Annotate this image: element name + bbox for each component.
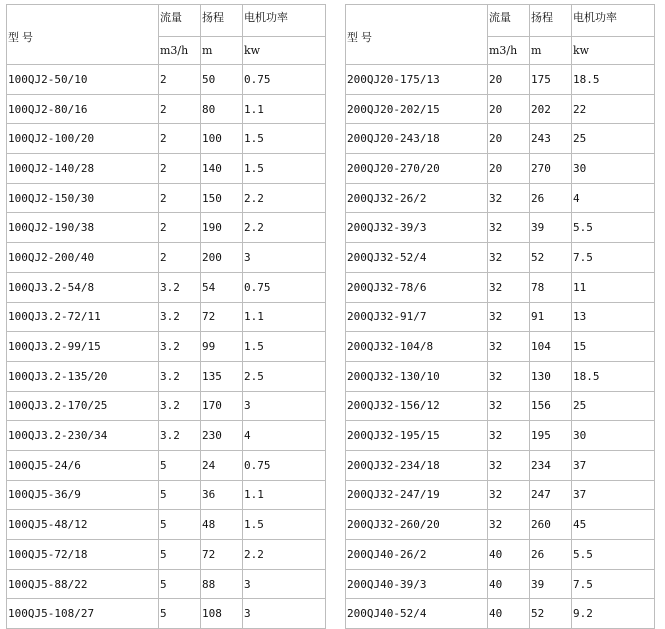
head-cell-left: 170 <box>201 391 243 421</box>
head-cell-left: 230 <box>201 421 243 451</box>
head-cell-right: 52 <box>530 599 572 629</box>
power-header-left: 电机功率 <box>243 5 326 37</box>
table-row <box>7 183 655 213</box>
power-unit-right: kw <box>572 37 655 65</box>
flow-cell-left: 2 <box>159 243 201 273</box>
flow-cell-right: 20 <box>488 65 530 95</box>
table-row <box>7 599 655 629</box>
flow-cell-right: 32 <box>488 450 530 480</box>
power-cell-left: 2.2 <box>243 540 326 570</box>
flow-cell-right: 32 <box>488 243 530 273</box>
head-cell-right: 234 <box>530 450 572 480</box>
head-cell-left: 72 <box>201 302 243 332</box>
flow-unit-left: m3/h <box>159 37 201 65</box>
head-cell-right: 52 <box>530 243 572 273</box>
model-cell-left: 100QJ5-24/6 <box>7 450 159 480</box>
table-row <box>7 94 655 124</box>
head-cell-right: 243 <box>530 124 572 154</box>
power-cell-left: 1.1 <box>243 480 326 510</box>
head-cell-right: 175 <box>530 65 572 95</box>
head-cell-left: 108 <box>201 599 243 629</box>
flow-cell-left: 2 <box>159 124 201 154</box>
model-cell-right: 200QJ20-202/15 <box>346 94 488 124</box>
model-cell-left: 100QJ2-190/38 <box>7 213 159 243</box>
model-cell-left: 100QJ2-80/16 <box>7 94 159 124</box>
head-cell-left: 36 <box>201 480 243 510</box>
model-cell-left: 100QJ2-200/40 <box>7 243 159 273</box>
table-row <box>7 124 655 154</box>
flow-cell-left: 2 <box>159 154 201 184</box>
power-cell-right: 18.5 <box>572 361 655 391</box>
power-cell-right: 45 <box>572 510 655 540</box>
power-cell-right: 5.5 <box>572 540 655 570</box>
power-cell-right: 22 <box>572 94 655 124</box>
head-cell-left: 88 <box>201 569 243 599</box>
power-cell-right: 37 <box>572 450 655 480</box>
column-gap <box>326 94 346 124</box>
flow-header-left: 流量 <box>159 5 201 37</box>
power-cell-right: 11 <box>572 272 655 302</box>
head-cell-right: 202 <box>530 94 572 124</box>
head-cell-left: 190 <box>201 213 243 243</box>
head-cell-left: 140 <box>201 154 243 184</box>
model-cell-left: 100QJ5-108/27 <box>7 599 159 629</box>
column-gap <box>326 183 346 213</box>
table-row <box>7 213 655 243</box>
head-unit-left: m <box>201 37 243 65</box>
flow-cell-right: 32 <box>488 183 530 213</box>
power-cell-right: 30 <box>572 421 655 451</box>
column-gap <box>326 124 346 154</box>
head-cell-right: 26 <box>530 183 572 213</box>
power-cell-right: 7.5 <box>572 569 655 599</box>
table-row <box>7 154 655 184</box>
table-row <box>7 361 655 391</box>
model-cell-left: 100QJ5-88/22 <box>7 569 159 599</box>
column-gap <box>326 243 346 273</box>
head-header-right: 扬程 <box>530 5 572 37</box>
flow-cell-right: 32 <box>488 272 530 302</box>
model-cell-right: 200QJ32-104/8 <box>346 332 488 362</box>
power-cell-left: 0.75 <box>243 272 326 302</box>
model-cell-right: 200QJ20-175/13 <box>346 65 488 95</box>
column-gap <box>326 213 346 243</box>
flow-cell-left: 5 <box>159 450 201 480</box>
head-cell-left: 100 <box>201 124 243 154</box>
column-gap <box>326 361 346 391</box>
pump-spec-table <box>6 4 655 629</box>
model-cell-left: 100QJ3.2-170/25 <box>7 391 159 421</box>
power-cell-right: 25 <box>572 391 655 421</box>
model-cell-right: 200QJ40-52/4 <box>346 599 488 629</box>
power-cell-left: 3 <box>243 243 326 273</box>
table-row <box>7 272 655 302</box>
head-cell-left: 50 <box>201 65 243 95</box>
flow-cell-right: 32 <box>488 213 530 243</box>
flow-cell-right: 40 <box>488 540 530 570</box>
model-cell-right: 200QJ32-52/4 <box>346 243 488 273</box>
flow-cell-right: 32 <box>488 510 530 540</box>
power-cell-left: 2.5 <box>243 361 326 391</box>
table-row <box>7 450 655 480</box>
power-cell-left: 1.5 <box>243 510 326 540</box>
flow-cell-left: 3.2 <box>159 421 201 451</box>
power-cell-left: 2.2 <box>243 213 326 243</box>
model-cell-left: 100QJ3.2-99/15 <box>7 332 159 362</box>
flow-cell-left: 2 <box>159 65 201 95</box>
model-cell-right: 200QJ20-270/20 <box>346 154 488 184</box>
power-cell-left: 1.5 <box>243 332 326 362</box>
head-cell-right: 104 <box>530 332 572 362</box>
head-cell-left: 72 <box>201 540 243 570</box>
flow-cell-right: 32 <box>488 332 530 362</box>
model-cell-right: 200QJ40-26/2 <box>346 540 488 570</box>
power-cell-left: 3 <box>243 569 326 599</box>
table-row <box>7 65 655 95</box>
flow-cell-right: 32 <box>488 480 530 510</box>
flow-unit-right: m3/h <box>488 37 530 65</box>
model-cell-left: 100QJ2-100/20 <box>7 124 159 154</box>
model-cell-right: 200QJ32-247/19 <box>346 480 488 510</box>
model-cell-left: 100QJ2-140/28 <box>7 154 159 184</box>
column-gap <box>326 332 346 362</box>
flow-cell-left: 5 <box>159 480 201 510</box>
power-cell-left: 0.75 <box>243 450 326 480</box>
column-gap <box>326 510 346 540</box>
flow-cell-left: 5 <box>159 569 201 599</box>
head-cell-right: 39 <box>530 213 572 243</box>
power-cell-left: 1.1 <box>243 94 326 124</box>
flow-cell-left: 3.2 <box>159 272 201 302</box>
power-header-right: 电机功率 <box>572 5 655 37</box>
flow-cell-left: 2 <box>159 183 201 213</box>
flow-cell-right: 32 <box>488 421 530 451</box>
head-header-left: 扬程 <box>201 5 243 37</box>
model-header-left: 型 号 <box>7 5 159 65</box>
column-gap <box>326 540 346 570</box>
flow-cell-right: 40 <box>488 569 530 599</box>
flow-cell-right: 32 <box>488 391 530 421</box>
model-cell-left: 100QJ3.2-230/34 <box>7 421 159 451</box>
power-cell-right: 13 <box>572 302 655 332</box>
power-cell-left: 3 <box>243 599 326 629</box>
power-cell-right: 37 <box>572 480 655 510</box>
power-cell-right: 18.5 <box>572 65 655 95</box>
flow-cell-left: 3.2 <box>159 361 201 391</box>
flow-cell-left: 5 <box>159 540 201 570</box>
model-cell-right: 200QJ32-130/10 <box>346 361 488 391</box>
power-cell-right: 25 <box>572 124 655 154</box>
head-cell-right: 78 <box>530 272 572 302</box>
table-row <box>7 421 655 451</box>
head-cell-left: 80 <box>201 94 243 124</box>
model-header-right: 型 号 <box>346 5 488 65</box>
power-cell-right: 4 <box>572 183 655 213</box>
head-unit-right: m <box>530 37 572 65</box>
flow-cell-left: 5 <box>159 510 201 540</box>
head-cell-left: 48 <box>201 510 243 540</box>
power-cell-left: 2.2 <box>243 183 326 213</box>
model-cell-left: 100QJ5-72/18 <box>7 540 159 570</box>
flow-cell-right: 20 <box>488 124 530 154</box>
flow-header-right: 流量 <box>488 5 530 37</box>
power-cell-left: 1.5 <box>243 154 326 184</box>
power-cell-left: 3 <box>243 391 326 421</box>
head-cell-right: 270 <box>530 154 572 184</box>
flow-cell-right: 40 <box>488 599 530 629</box>
flow-cell-left: 2 <box>159 94 201 124</box>
model-cell-left: 100QJ3.2-135/20 <box>7 361 159 391</box>
head-cell-right: 247 <box>530 480 572 510</box>
table-row <box>7 540 655 570</box>
model-cell-left: 100QJ5-36/9 <box>7 480 159 510</box>
head-cell-right: 26 <box>530 540 572 570</box>
head-cell-right: 91 <box>530 302 572 332</box>
model-cell-right: 200QJ32-26/2 <box>346 183 488 213</box>
head-cell-left: 99 <box>201 332 243 362</box>
head-cell-left: 200 <box>201 243 243 273</box>
model-cell-left: 100QJ3.2-72/11 <box>7 302 159 332</box>
column-gap <box>326 569 346 599</box>
model-cell-left: 100QJ2-50/10 <box>7 65 159 95</box>
model-cell-right: 200QJ32-39/3 <box>346 213 488 243</box>
power-cell-right: 7.5 <box>572 243 655 273</box>
table-row <box>7 391 655 421</box>
head-cell-right: 130 <box>530 361 572 391</box>
column-gap <box>326 302 346 332</box>
table-row <box>7 569 655 599</box>
table-row <box>7 302 655 332</box>
model-cell-left: 100QJ3.2-54/8 <box>7 272 159 302</box>
model-cell-left: 100QJ2-150/30 <box>7 183 159 213</box>
flow-cell-left: 2 <box>159 213 201 243</box>
model-cell-right: 200QJ32-234/18 <box>346 450 488 480</box>
head-cell-right: 39 <box>530 569 572 599</box>
head-cell-right: 156 <box>530 391 572 421</box>
head-cell-left: 150 <box>201 183 243 213</box>
column-gap <box>326 421 346 451</box>
model-cell-right: 200QJ32-91/7 <box>346 302 488 332</box>
power-cell-left: 4 <box>243 421 326 451</box>
power-cell-left: 1.5 <box>243 124 326 154</box>
power-unit-left: kw <box>243 37 326 65</box>
table-row <box>7 243 655 273</box>
model-cell-right: 200QJ32-156/12 <box>346 391 488 421</box>
column-gap <box>326 450 346 480</box>
head-cell-left: 24 <box>201 450 243 480</box>
head-cell-right: 260 <box>530 510 572 540</box>
flow-cell-right: 32 <box>488 302 530 332</box>
header-row <box>7 5 655 37</box>
column-gap <box>326 480 346 510</box>
model-cell-right: 200QJ32-195/15 <box>346 421 488 451</box>
table-row <box>7 510 655 540</box>
model-cell-right: 200QJ40-39/3 <box>346 569 488 599</box>
model-cell-right: 200QJ32-78/6 <box>346 272 488 302</box>
flow-cell-left: 5 <box>159 599 201 629</box>
flow-cell-right: 20 <box>488 94 530 124</box>
column-gap <box>326 65 346 95</box>
column-gap <box>326 154 346 184</box>
table-row <box>7 480 655 510</box>
column-gap <box>326 272 346 302</box>
power-cell-left: 1.1 <box>243 302 326 332</box>
power-cell-right: 9.2 <box>572 599 655 629</box>
head-cell-left: 135 <box>201 361 243 391</box>
column-gap <box>326 5 346 65</box>
flow-cell-left: 3.2 <box>159 302 201 332</box>
flow-cell-right: 20 <box>488 154 530 184</box>
model-cell-left: 100QJ5-48/12 <box>7 510 159 540</box>
power-cell-right: 5.5 <box>572 213 655 243</box>
table-row <box>7 332 655 362</box>
column-gap <box>326 599 346 629</box>
model-cell-right: 200QJ32-260/20 <box>346 510 488 540</box>
power-cell-right: 30 <box>572 154 655 184</box>
power-cell-right: 15 <box>572 332 655 362</box>
flow-cell-left: 3.2 <box>159 391 201 421</box>
head-cell-right: 195 <box>530 421 572 451</box>
model-cell-right: 200QJ20-243/18 <box>346 124 488 154</box>
head-cell-left: 54 <box>201 272 243 302</box>
flow-cell-left: 3.2 <box>159 332 201 362</box>
power-cell-left: 0.75 <box>243 65 326 95</box>
column-gap <box>326 391 346 421</box>
flow-cell-right: 32 <box>488 361 530 391</box>
